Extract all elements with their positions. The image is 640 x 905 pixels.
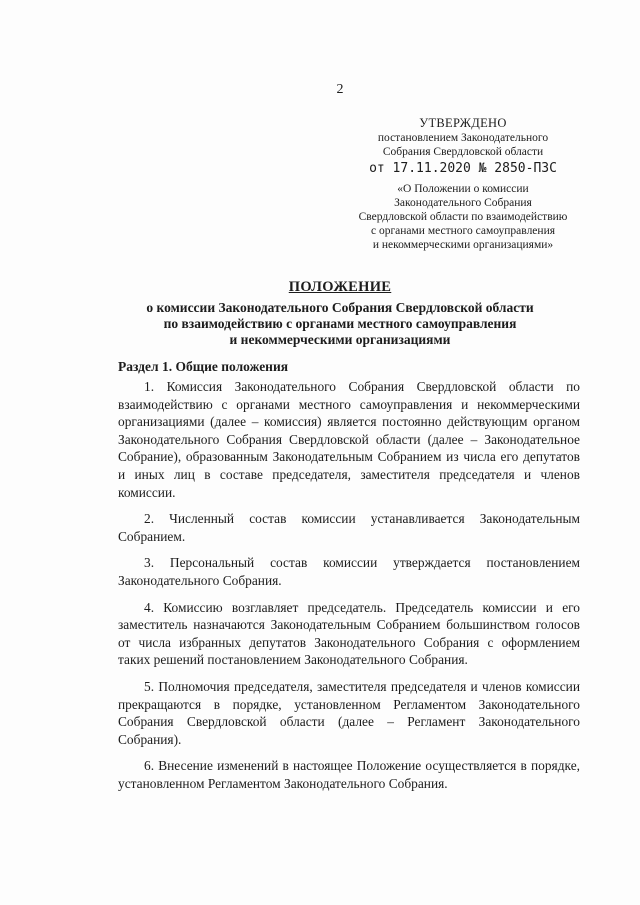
paragraph: 3. Персональный состав комиссии утверждается постановлением Законодательного Собрания.	[118, 555, 580, 588]
section-heading: Раздел 1. Общие положения	[118, 359, 289, 374]
decree-title-line: Законодательного Собрания	[394, 197, 532, 209]
decree-title-line: с органами местного самоуправления	[370, 225, 556, 237]
document-title: ПОЛОЖЕНИЕ	[288, 279, 392, 295]
decree-title-line: Свердловской области по взаимодействию	[358, 211, 568, 223]
subtitle-line: по взаимодействию с органами местного самоуправления	[163, 316, 517, 331]
decree-title-line: и некоммерческими организациями»	[372, 239, 554, 251]
paragraph: 5. Полномочия председателя, заместителя председателя и членов комиссии прекращаются в порядке, установленном Регламентом Законодательного Собрания Свердловской области (далее – Регламент Законодательного Собрания).	[118, 678, 580, 747]
page-number: 2	[336, 82, 344, 97]
paragraph: 4. Комиссию возглавляет председатель. Председатель комиссии и его заместитель назначаются Законодательным Собранием большинством голосов от числа избранных депутатов Законодательного Собрания с оформлением таких решений постановлением Законодательного Собрания.	[118, 599, 580, 668]
document-subtitle	[130, 300, 550, 348]
decree-date: от 17.11.2020 № 2850-ПЗС	[369, 161, 557, 176]
decree-title-line: «О Положении о комиссии	[397, 183, 529, 195]
paragraph: 2. Численный состав комиссии устанавливается Законодательным Собранием.	[118, 511, 580, 544]
paragraph: 1. Комиссия Законодательного Собрания Свердловской области по взаимодействию с органами местного самоуправления и некоммерческими организациями (далее – комиссия) является постоянно действующим органом Законодательного Собрания Свердловской области (далее – Законодательное Собрание), образованным Законодательным Собранием из числа его депутатов и иных лиц в составе председателя, заместителя председателя и членов комиссии.	[118, 379, 580, 500]
subtitle-line: и некоммерческими организациями	[229, 332, 451, 347]
approval-stamp-block	[348, 116, 578, 252]
decree-line: постановлением Законодательного	[377, 132, 549, 144]
paragraph: 6. Внесение изменений в настоящее Положение осуществляется в порядке, установленном Регламентом Законодательного Собрания.	[118, 758, 580, 791]
decree-title	[348, 182, 578, 252]
section-body	[118, 378, 580, 801]
approved-label: УТВЕРЖДЕНО	[419, 116, 507, 130]
decree-line: Собрания Свердловской области	[382, 146, 544, 158]
subtitle-line: о комиссии Законодательного Собрания Свердловской области	[146, 300, 534, 315]
